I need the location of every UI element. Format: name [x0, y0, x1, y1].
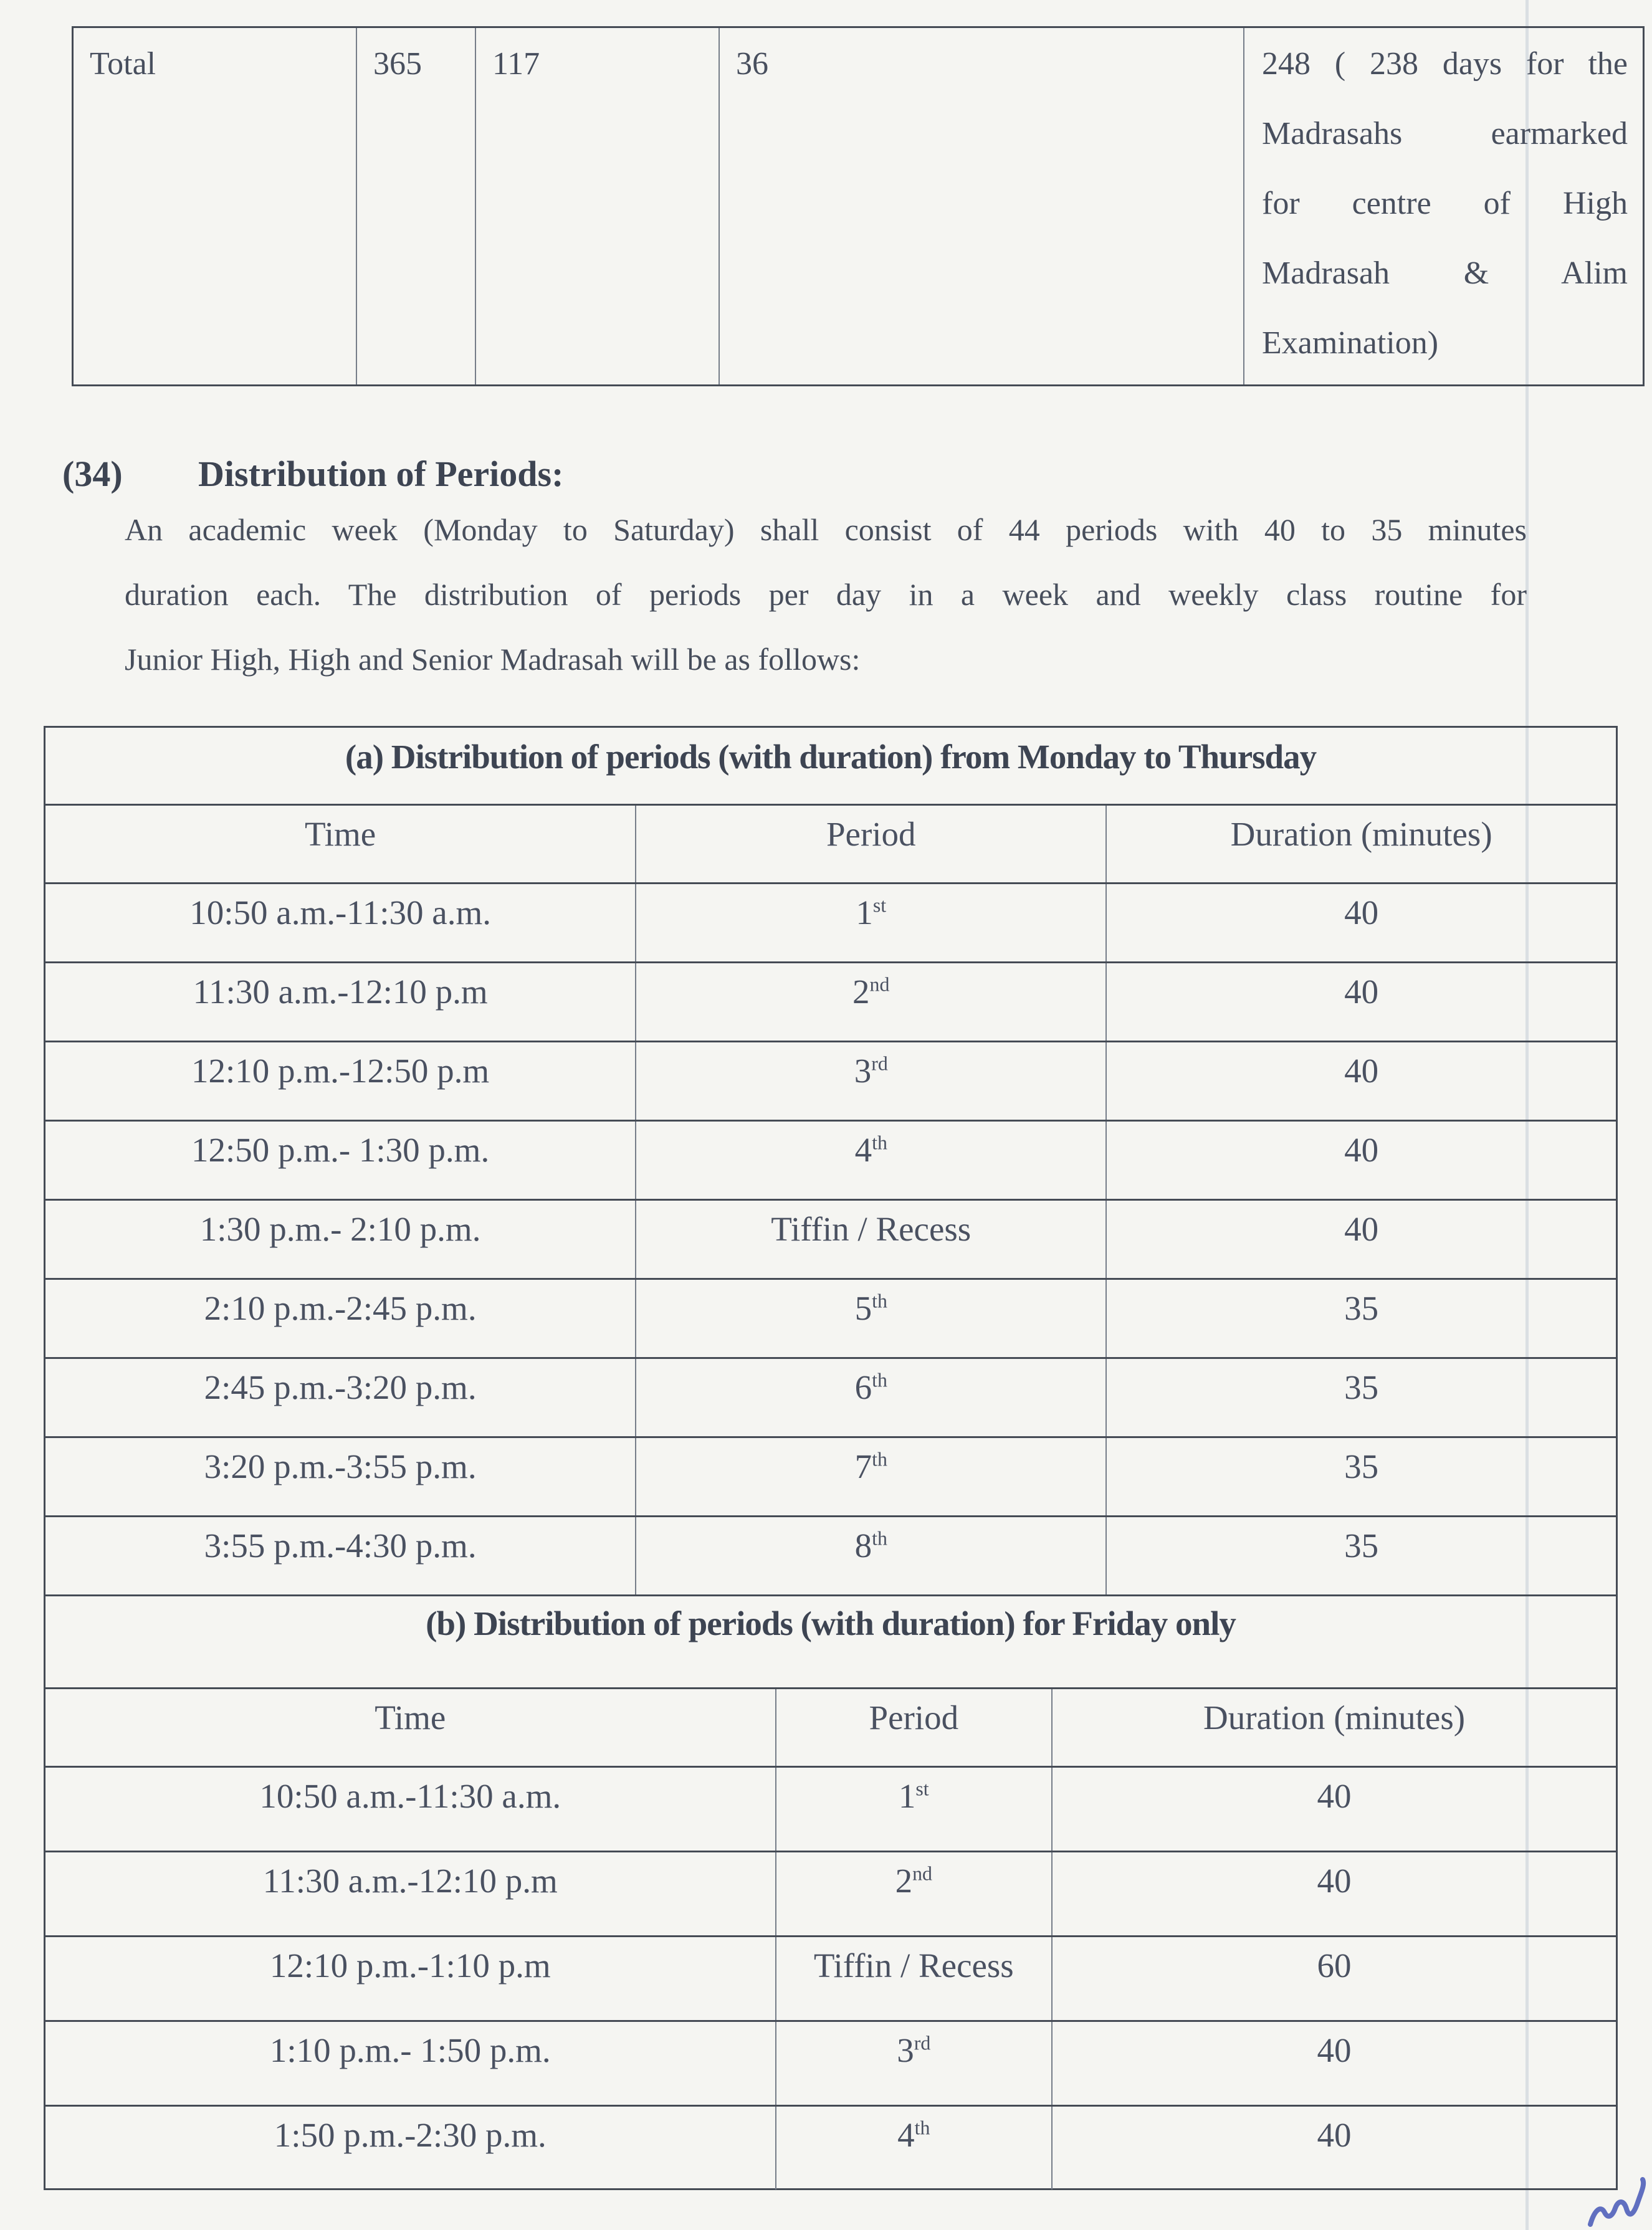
section-title: Distribution of Periods:: [198, 454, 564, 494]
time-cell: 11:30 a.m.-12:10 p.m: [193, 973, 488, 1011]
time-cell: 1:30 p.m.- 2:10 p.m.: [199, 1210, 481, 1248]
time-cell: 10:50 a.m.-11:30 a.m.: [259, 1777, 561, 1815]
table-cell-exam-days: 36: [719, 28, 1243, 384]
duration-cell: 35: [1105, 1517, 1616, 1594]
ordinal-suffix: nd: [869, 973, 890, 996]
ordinal-suffix: th: [872, 1369, 887, 1391]
period-cell: 2nd: [635, 963, 1105, 1041]
period-cell: 3rd: [635, 1042, 1105, 1120]
table-cell-holidays: 117: [475, 28, 719, 384]
table-row: [45, 1766, 1616, 1851]
ordinal-suffix: rd: [871, 1052, 888, 1075]
table-row: [45, 2020, 1616, 2105]
text-line: Examination): [1262, 325, 1439, 361]
duration-cell: 40: [1051, 1852, 1616, 1935]
table-b-header-row: [45, 1687, 1616, 1766]
table-row: [45, 882, 1616, 961]
period-cell: 2nd: [775, 1852, 1052, 1935]
table-row: [45, 1935, 1616, 2020]
table-a-body: [45, 882, 1616, 1594]
duration-cell: 40: [1105, 1122, 1616, 1199]
table-row: [45, 1041, 1616, 1120]
duration-cell: 40: [1051, 1768, 1616, 1851]
section-number: (34): [62, 454, 123, 494]
time-cell: 12:50 p.m.- 1:30 p.m.: [191, 1131, 490, 1169]
table-row: [45, 1436, 1616, 1515]
table-row: [45, 1357, 1616, 1436]
ordinal-suffix: st: [872, 894, 887, 917]
time-cell: 11:30 a.m.-12:10 p.m: [262, 1862, 558, 1900]
ordinal-suffix: rd: [914, 2032, 931, 2054]
text-line: Madrasah & Alim: [1262, 255, 1628, 291]
ordinal-suffix: th: [872, 1448, 887, 1470]
text-line: for centre of High: [1262, 186, 1628, 221]
period-cell: 1st: [635, 884, 1105, 961]
ordinal-suffix: th: [914, 2117, 930, 2139]
signature-pen-stroke: [1588, 2177, 1650, 2230]
time-cell: 1:50 p.m.-2:30 p.m.: [274, 2116, 547, 2154]
duration-cell: 40: [1105, 884, 1616, 961]
period-cell: 3rd: [775, 2022, 1052, 2105]
period-cell: 6th: [635, 1359, 1105, 1436]
duration-cell: 40: [1105, 963, 1616, 1041]
table-row: [45, 1199, 1616, 1278]
time-column-header: Time: [375, 1699, 446, 1737]
ordinal-suffix: nd: [912, 1862, 932, 1885]
time-cell: 3:20 p.m.-3:55 p.m.: [204, 1447, 477, 1485]
period-cell: Tiffin / Recess: [635, 1201, 1105, 1278]
table-cell-working-days-note: [1243, 28, 1643, 384]
text-line: Madrasahs earmarked: [1262, 116, 1628, 151]
period-cell: 1st: [775, 1768, 1052, 1851]
duration-column-header: Duration (minutes): [1105, 806, 1616, 882]
duration-cell: 60: [1051, 1937, 1616, 2020]
text-line: An academic week (Monday to Saturday) shall consist of 44 periods with 40 to 35 minutes: [125, 512, 1527, 547]
table-row: [45, 1120, 1616, 1199]
time-cell: 3:55 p.m.-4:30 p.m.: [204, 1527, 477, 1565]
text-line: duration each. The distribution of periods per day in a week and weekly class routine for: [125, 577, 1527, 612]
carryover-total-table: [72, 26, 1645, 386]
time-cell: 12:10 p.m.-1:10 p.m: [269, 1946, 551, 1985]
ordinal-suffix: st: [915, 1778, 929, 1800]
table-row: [45, 2105, 1616, 2189]
period-cell: 5th: [635, 1280, 1105, 1357]
time-cell: 10:50 a.m.-11:30 a.m.: [189, 893, 491, 932]
section-paragraph: [125, 497, 1527, 692]
table-b-title: (b) Distribution of periods (with duration) for Friday only: [45, 1594, 1616, 1687]
text-line: 248 ( 238 days for the: [1262, 46, 1628, 82]
table-b-body: [45, 1766, 1616, 2189]
ordinal-suffix: th: [872, 1527, 887, 1550]
time-cell: 2:10 p.m.-2:45 p.m.: [204, 1289, 477, 1327]
table-cell-total-days: 365: [356, 28, 475, 384]
section-heading: [0, 452, 1652, 496]
period-column-header: Period: [775, 1689, 1052, 1766]
time-cell: 12:10 p.m.-12:50 p.m: [191, 1052, 490, 1090]
text-line: Junior High, High and Senior Madrasah will be as follows:: [125, 642, 861, 677]
table-a-header-row: [45, 804, 1616, 882]
duration-cell: 35: [1105, 1359, 1616, 1436]
table-row: [45, 1278, 1616, 1357]
table-row: [45, 1851, 1616, 1935]
duration-cell: 40: [1051, 2022, 1616, 2105]
ordinal-suffix: th: [872, 1132, 887, 1154]
duration-cell: 40: [1105, 1042, 1616, 1120]
table-a-title: (a) Distribution of periods (with duration) from Monday to Thursday: [345, 738, 1317, 776]
duration-column-header: Duration (minutes): [1051, 1689, 1616, 1766]
duration-cell: 35: [1105, 1280, 1616, 1357]
time-column-header: Time: [305, 815, 376, 853]
duration-cell: 35: [1105, 1438, 1616, 1515]
table-cell-total-label: Total: [90, 46, 156, 82]
period-cell: Tiffin / Recess: [775, 1937, 1052, 2020]
period-column-header: Period: [635, 806, 1105, 882]
duration-cell: 40: [1105, 1201, 1616, 1278]
period-cell: 8th: [635, 1517, 1105, 1594]
period-cell: 7th: [635, 1438, 1105, 1515]
duration-cell: 40: [1051, 2107, 1616, 2189]
time-cell: 2:45 p.m.-3:20 p.m.: [204, 1368, 477, 1406]
table-row: [45, 961, 1616, 1041]
period-cell: 4th: [635, 1122, 1105, 1199]
ordinal-suffix: th: [872, 1290, 887, 1312]
period-cell: 4th: [775, 2107, 1052, 2189]
periods-distribution-table: [44, 726, 1618, 2190]
time-cell: 1:10 p.m.- 1:50 p.m.: [269, 2031, 551, 2069]
table-row: [45, 1515, 1616, 1594]
